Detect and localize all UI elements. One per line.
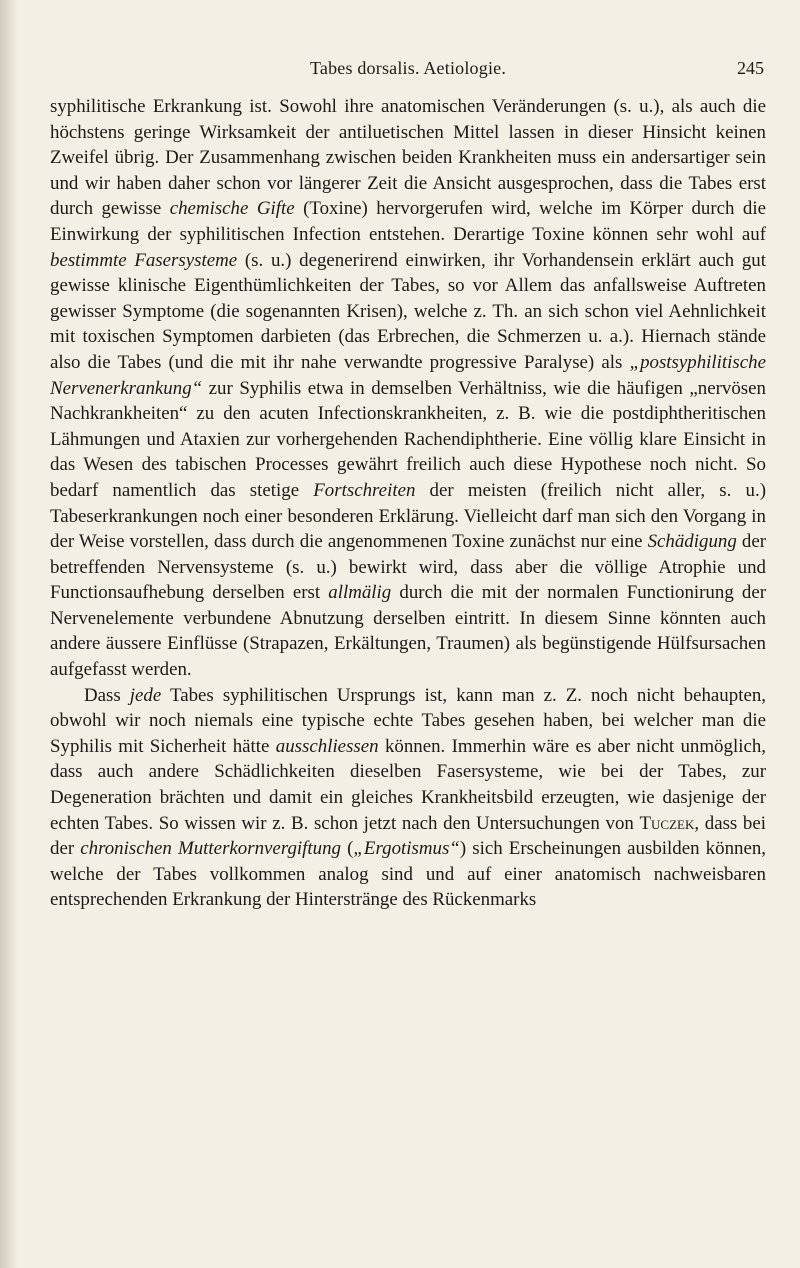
- emphasized-text: chemische Gifte: [169, 198, 295, 220]
- paragraph: [50, 94, 766, 683]
- text-run: ) sich Erscheinungen ausbilden können, welche der Tabes vollkommen analog sind und auf einer anatomisch nachweisbaren entsprechenden Erkrankung der Hinterstränge des Rückenmarks: [50, 838, 767, 911]
- text-run: Dass: [84, 684, 130, 706]
- paragraph: [50, 683, 766, 913]
- running-title: Tabes dorsalis. Aetiologie.: [309, 58, 507, 78]
- author-name: Tuczek: [639, 812, 695, 834]
- page-gutter-shadow: [0, 0, 18, 1268]
- text-run: zur Syphilis etwa in demselben Verhältniss, wie die häufigen „nervösen Nachkrankheiten“ zu den acuten Infectionskrankheiten, z. B. wie die postdiphtheritischen Lähmungen und Ataxien zur vorhergehenden Rachendiphtherie. Eine völlig klare Einsicht in das Wesen des tabischen Processes gewährt freilich auch diese Hypothese noch nicht. So bedarf namentlich das stetige: [50, 377, 766, 501]
- emphasized-text: ausschliessen: [275, 735, 379, 757]
- emphasized-text: jede: [129, 684, 162, 706]
- text-run: Tabes syphilitischen Ursprungs ist, kann man z. Z. noch nicht behaupten, obwohl wir noch niemals eine typische echte Tabes gesehen haben, bei welcher man die Syphilis mit Sicherheit hätte: [50, 684, 767, 757]
- book-page: [50, 0, 766, 1268]
- text-run: , dass bei der: [50, 812, 766, 860]
- page-number: 245: [737, 58, 764, 78]
- text-run: (s. u.) degenerirend einwirken, ihr Vorhandensein erklärt auch gut gewisse klinische Eigenthümlichkeiten der Tabes, so vor Allem das anfallsweise Auftreten gewisser Symptome (die sogenannten Krisen), welche z. Th. an sich schon viel Aehnlichkeit mit toxischen Symptomen darbieten (das Erbrechen, die Schmerzen u. a.). Hiernach stände also die Tabes (und die mit ihr nahe verwandte progressive Paralyse) als: [50, 249, 766, 373]
- emphasized-text: Fortschreiten: [313, 479, 416, 501]
- running-header: [50, 58, 766, 92]
- text-run: der betreffenden Nervensysteme (s. u.) bewirkt wird, dass aber die völlige Atrophie und Functionsaufhebung derselben erst: [50, 531, 767, 604]
- body-text: [50, 94, 766, 913]
- emphasized-text: „Ergotismus“: [353, 838, 460, 860]
- emphasized-text: chronischen Mutterkornvergiftung: [80, 838, 341, 860]
- emphasized-text: bestimmte Fasersysteme: [50, 249, 238, 271]
- emphasized-text: allmälig: [328, 582, 392, 604]
- text-run: können. Immerhin wäre es aber nicht unmöglich, dass auch andere Schädlichkeiten dieselben Fasersysteme, wie bei der Tabes, zur Degeneration brächten und damit ein gleiches Krankheitsbild erzeugten, wie dasjenige der echten Tabes. So wissen wir z. B. schon jetzt nach den Untersuchungen von: [50, 735, 766, 834]
- emphasized-text: Schädigung: [647, 531, 737, 553]
- text-run: durch die mit der normalen Functionirung der Nervenelemente verbundene Abnutzung derselben eintritt. In diesem Sinne könnten auch andere äussere Einflüsse (Strapazen, Erkältungen, Traumen) als begünstigende Hülfsursachen aufgefasst werden.: [50, 582, 767, 681]
- text-run: der meisten (freilich nicht aller, s. u.) Tabeserkrankungen noch einer besonderen Erklärung. Vielleicht darf man sich den Vorgang in der Weise vorstellen, dass durch die angenommenen Toxine zunächst nur eine: [50, 479, 766, 553]
- text-run: syphilitische Erkrankung ist. Sowohl ihre anatomischen Veränderungen (s. u.), als auch die höchstens geringe Wirksamkeit der antiluetischen Mittel lassen in dieser Hinsicht keinen Zweifel übrig. Der Zusammenhang zwischen beiden Krankheiten muss ein andersartiger sein und wir haben daher schon vor längerer Zeit die Ansicht ausgesprochen, dass die Tabes erst durch gewisse: [50, 96, 766, 220]
- emphasized-text: „postsyphilitische Nervenerkrankung“: [50, 351, 766, 399]
- text-run: (Toxine) hervorgerufen wird, welche im Körper durch die Einwirkung der syphilitischen Infection entstehen. Derartige Toxine können sehr wohl auf: [50, 198, 766, 245]
- text-run: (: [341, 838, 354, 860]
